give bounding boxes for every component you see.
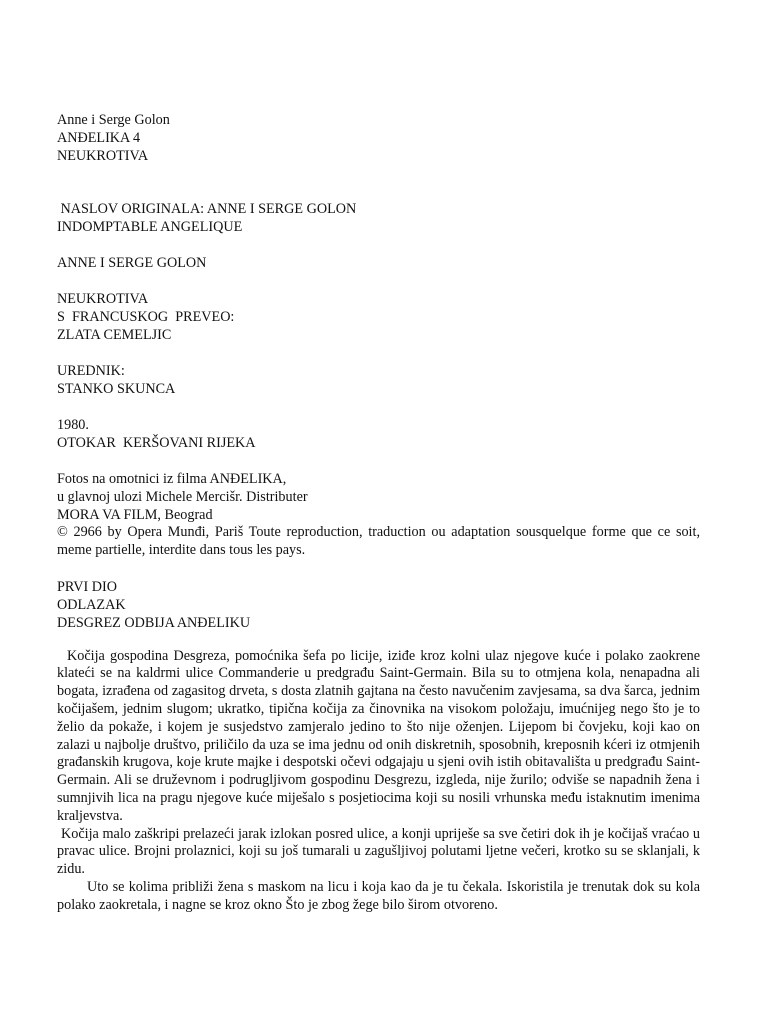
cover-credit-line-3: MORA VA FILM, Beograd [57, 507, 213, 523]
copyright-notice: © 2966 by Opera Munđi, Pariš Toute reproduction, traduction ou adaptation sousquelque forme que ce soit, meme partielle, interdite dans tous les pays. [57, 524, 700, 558]
publication-year: 1980. [57, 417, 89, 433]
publisher-name: OTOKAR KERŠOVANI RIJEKA [57, 435, 256, 451]
spacer [57, 344, 700, 362]
chapter-title: DESGREZ ODBIJA ANĐELIKU [57, 614, 251, 631]
body-paragraph-1: Kočija gospodina Desgreza, pomoćnika šefa po liciје, iziđe kroz kolni ulaz njegove kuće i polako zaokrene klateći se na kaldrmi ulice Commanderie u predgrađu Saint-Germain. Bila su to otmjena kola, nenapadna ali bogata, izrađena od zagasitog drveta, s dosta zlatnih gajtana na često navučenim zavjesama, sa dva šarca, jednim kočijašem, jednim slugom; ukratko, tipična kočija za činovnika na visokom položaju, imućnijeg nego što je to želio da pokaže, i kojem je susjedstvo zamjeralo jedino to što nije oženjen. Lijepom bi čovjeku, koji kao on zalazi u najbolje društvo, priličilo da uza se ima jednu od onih diskretnih, sposobnih, kreposnih kćeri iz otmjenih građanskih krugova, koje krute majke i despotski očevi odgajaju u sjeni ovih istih obitavališta u predgrađu Saint-Germain. Ali se druževnom i podrugljivom gospodinu Desgrezu, izgleda, nije žurilo; odviše se napadnih žena i sumnjivih lica na pragu njegove kuće miješalo s posjetiocima koji su nosili vrhunska među istaknutim imenima kraljevstva. [57, 647, 700, 824]
body-paragraph-2: Kočija malo zaškripi prelazeći jarak izlokan posred ulice, a konji upriješe sa sve četiri dok ih je kočijaš vraćao u pravac ulice. Brojni prolaznici, koji su još tumarali u zagušljivoj polutami ljetne večeri, krotko su se sklanjali, k zidu. [57, 825, 700, 878]
body-paragraph-3: Uto se kolima približi žena s maskom na licu i koja kao da je tu čekala. Iskoristila je trenutak dok su kola polako zaokretala, i nagne se kroz okno Što je zbog žege bilo širom otvoreno. [57, 878, 700, 913]
author-line: Anne i Serge Golon [57, 112, 170, 128]
translator-name: ZLATA CEMELJIC [57, 327, 172, 343]
spacer [57, 236, 700, 254]
section-label: ODLAZAK [57, 596, 126, 613]
editor-label: UREDNIK: [57, 363, 125, 379]
translation-title: NEUKROTIVA [57, 291, 149, 307]
spacer [57, 452, 700, 470]
original-title: INDOMPTABLE ANGELIQUE [57, 219, 243, 235]
cover-credit-line-1: Fotos na omotnici iz filma ANĐELIKA, [57, 471, 287, 487]
page-content [57, 111, 700, 915]
authors-caps: ANNE I SERGE GOLON [57, 255, 207, 271]
book-number: ANĐELIKA 4 [57, 130, 141, 146]
translation-from: S FRANCUSKOG PREVEO: [57, 309, 235, 325]
cover-credit-line-2: u glavnoj ulozi Michele Mercišr. Distributer [57, 489, 308, 505]
spacer [57, 165, 700, 200]
editor-name: STANKO SKUNCA [57, 381, 176, 397]
book-title: NEUKROTIVA [57, 148, 149, 164]
spacer [57, 272, 700, 290]
spacer [57, 398, 700, 416]
part-label: PRVI DIO [57, 578, 117, 595]
spacer [57, 560, 700, 578]
original-title-label: NASLOV ORIGINALA: ANNE I SERGE GOLON [57, 201, 357, 217]
